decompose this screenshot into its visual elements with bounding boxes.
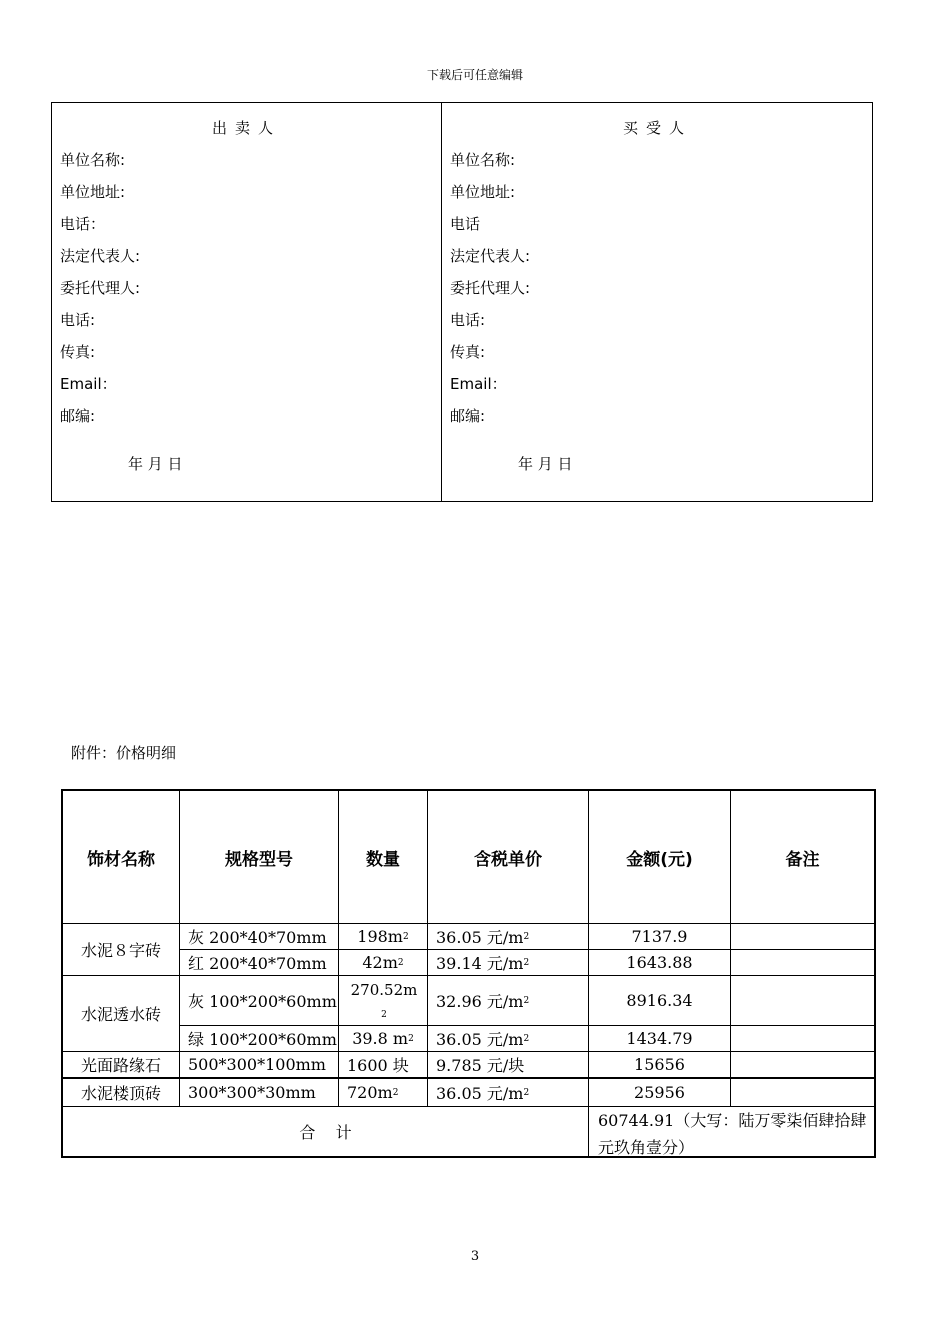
group-name: 水泥８字砖 bbox=[80, 941, 161, 960]
seller-legal-rep: 法定代表人: bbox=[60, 247, 141, 265]
seller-phone: 电话： bbox=[60, 215, 106, 233]
seller-email: Email： bbox=[60, 375, 117, 393]
unit-price-cell: 36.05 元/m 2 bbox=[436, 1084, 530, 1103]
attachment-label: 附件：价格明细 bbox=[71, 744, 177, 762]
header-quantity: 数量 bbox=[366, 849, 400, 870]
buyer-title: 买受人 bbox=[622, 119, 692, 137]
page-number: 3 bbox=[470, 1249, 480, 1264]
parties-table bbox=[51, 102, 873, 502]
amount-cell: 7137.9 bbox=[631, 927, 688, 946]
buyer-fax: 传真: bbox=[450, 343, 486, 361]
seller-section bbox=[52, 103, 441, 501]
buyer-section bbox=[442, 103, 873, 501]
header-material-name: 饰材名称 bbox=[87, 849, 155, 870]
seller-postcode: 邮编: bbox=[60, 407, 96, 425]
quantity-cell: 270.52m 2 bbox=[350, 981, 418, 1020]
spec-cell: 红 200*40*70mm bbox=[188, 954, 327, 973]
spec-cell: 300*300*30mm bbox=[188, 1083, 316, 1102]
quantity-cell: 42m 2 bbox=[362, 953, 404, 972]
quantity-cell: 720m 2 bbox=[347, 1083, 399, 1102]
header-note: 备注 bbox=[785, 849, 820, 870]
seller-unit-name: 单位名称: bbox=[60, 151, 126, 169]
seller-date: 年 月 日 bbox=[128, 455, 183, 473]
buyer-phone-2: 电话: bbox=[450, 311, 486, 329]
group-name: 水泥楼顶砖 bbox=[80, 1084, 161, 1103]
buyer-phone: 电话 bbox=[450, 215, 481, 233]
spec-cell: 绿 100*200*60mm bbox=[188, 1030, 337, 1049]
seller-unit-address: 单位地址: bbox=[60, 183, 126, 201]
amount-cell: 1643.88 bbox=[626, 953, 693, 972]
group-name: 光面路缘石 bbox=[80, 1056, 161, 1075]
buyer-legal-rep: 法定代表人: bbox=[450, 247, 531, 265]
amount-cell: 25956 bbox=[634, 1083, 685, 1102]
total-label: 合 计 bbox=[299, 1123, 352, 1142]
header-unit-price: 含税单价 bbox=[474, 849, 542, 870]
group-name: 水泥透水砖 bbox=[80, 1005, 161, 1024]
spec-cell: 灰 200*40*70mm bbox=[188, 928, 327, 947]
page-header: 下载后可任意编辑 bbox=[426, 68, 523, 82]
buyer-email: Email： bbox=[450, 375, 507, 393]
buyer-postcode: 邮编: bbox=[450, 407, 486, 425]
seller-fax: 传真: bbox=[60, 343, 96, 361]
amount-cell: 1434.79 bbox=[626, 1029, 693, 1048]
amount-cell: 8916.34 bbox=[626, 991, 693, 1010]
seller-phone-2: 电话: bbox=[60, 311, 96, 329]
quantity-cell: 198m 2 bbox=[357, 927, 409, 946]
seller-agent: 委托代理人: bbox=[60, 279, 141, 297]
header-amount: 金额(元) bbox=[626, 849, 693, 870]
spec-cell: 500*300*100mm bbox=[188, 1055, 326, 1074]
unit-price-cell: 36.05 元/m 2 bbox=[436, 1030, 530, 1049]
buyer-date: 年 月 日 bbox=[518, 455, 573, 473]
header-spec: 规格型号 bbox=[225, 849, 293, 870]
buyer-unit-name: 单位名称: bbox=[450, 151, 516, 169]
buyer-unit-address: 单位地址: bbox=[450, 183, 516, 201]
spec-cell: 灰 100*200*60mm bbox=[188, 992, 337, 1011]
unit-price-cell: 39.14 元/m 2 bbox=[436, 954, 530, 973]
unit-price-cell: 36.05 元/m 2 bbox=[436, 928, 530, 947]
quantity-cell: 1600 块 bbox=[347, 1056, 409, 1075]
unit-price-cell: 9.785 元/块 bbox=[436, 1056, 525, 1075]
buyer-agent: 委托代理人: bbox=[450, 279, 531, 297]
quantity-cell: 39.8 m 2 bbox=[352, 1029, 414, 1048]
price-table bbox=[61, 789, 876, 1158]
unit-price-cell: 32.96 元/m 2 bbox=[436, 992, 530, 1011]
amount-cell: 15656 bbox=[634, 1055, 685, 1074]
total-value: 60744.91（大写：陆万零柒佰肆拾肆元玖角壹分） bbox=[598, 1111, 867, 1157]
seller-title: 出卖人 bbox=[211, 119, 281, 137]
